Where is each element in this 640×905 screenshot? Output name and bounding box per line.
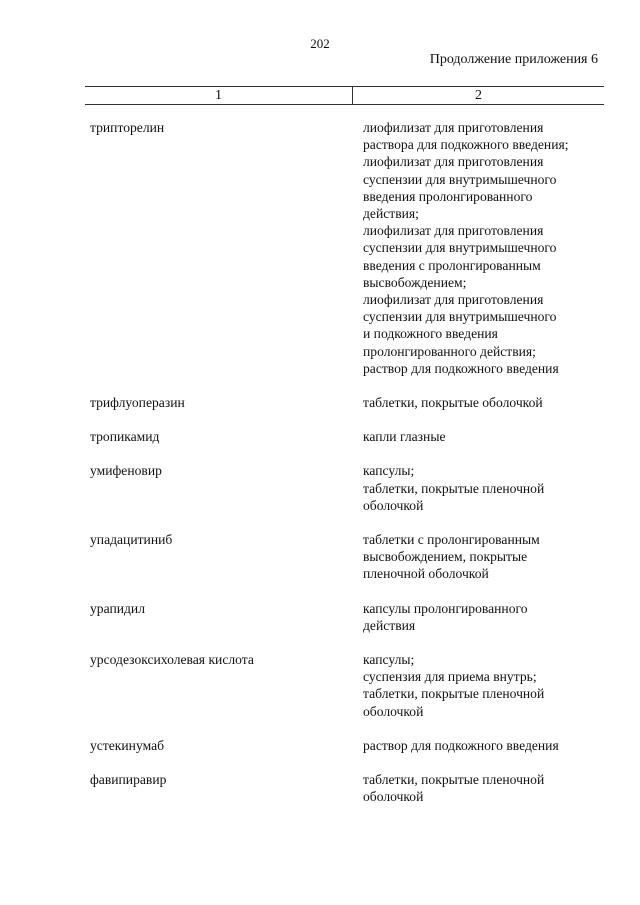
dosage-forms (363, 119, 603, 377)
dosage-forms (363, 651, 603, 720)
dosage-form-line: таблетки, покрытые пленочной (363, 772, 545, 788)
dosage-form-line: таблетки с пролонгированным (363, 532, 540, 548)
dosage-form-line: лиофилизат для приготовления (363, 120, 544, 135)
dosage-form-line: раствора для подкожного введения; (363, 137, 569, 153)
medication-table (90, 119, 610, 823)
table-row (90, 600, 610, 634)
dosage-form-line: оболочкой (363, 789, 424, 805)
dosage-forms (363, 531, 603, 583)
dosage-form-line: пролонгированного действия; (363, 343, 536, 359)
appendix-continuation-title: Продолжение приложения 6 (429, 52, 598, 67)
table-row (90, 462, 610, 514)
dosage-form-line: высвобождением; (363, 274, 467, 290)
table-row (90, 119, 610, 377)
dosage-form-line: таблетки, покрытые пленочной (363, 686, 545, 702)
dosage-forms (363, 428, 603, 445)
dosage-form-line: введения пролонгированного (363, 188, 533, 204)
drug-name: урапидил (90, 600, 145, 616)
dosage-form-line: таблетки, покрытые оболочкой (363, 395, 543, 411)
dosage-form-line: оболочкой (363, 497, 424, 513)
table-row (90, 428, 610, 445)
dosage-form-line: таблетки, покрытые пленочной (363, 480, 545, 496)
drug-name: упадацитиниб (90, 532, 173, 548)
dosage-form-line: и подкожного введения (363, 326, 498, 342)
drug-name: тропикамид (90, 429, 160, 445)
table-column-header (85, 86, 604, 105)
drug-name: трифлуоперазин (90, 395, 185, 411)
dosage-form-line: высвобождением, покрытые (363, 549, 528, 565)
dosage-forms (363, 737, 603, 754)
drug-name: фавипиравир (90, 772, 167, 788)
dosage-form-line: суспензии для внутримышечного (363, 171, 557, 187)
table-row (90, 651, 610, 720)
dosage-form-line: действия; (363, 206, 419, 222)
table-row (90, 771, 610, 805)
column-header-2: 2 (475, 88, 482, 103)
dosage-form-line: введения с пролонгированным (363, 257, 541, 273)
page-number: 202 (310, 36, 330, 51)
dosage-form-line: суспензии для внутримышечного (363, 240, 557, 256)
dosage-form-line: капли глазные (363, 429, 446, 445)
dosage-forms (363, 462, 603, 514)
dosage-form-line: лиофилизат для приготовления (363, 154, 544, 170)
dosage-form-line: капсулы; (363, 463, 415, 479)
dosage-form-line: оболочкой (363, 703, 424, 719)
dosage-forms (363, 771, 603, 805)
dosage-form-line: лиофилизат для приготовления (363, 223, 544, 239)
table-row (90, 737, 610, 754)
drug-name: трипторелин (90, 120, 165, 135)
table-row (90, 531, 610, 583)
dosage-form-line: действия (363, 617, 416, 633)
dosage-form-line: суспензия для приема внутрь; (363, 669, 537, 685)
column-header-1: 1 (85, 87, 353, 104)
table-row (90, 394, 610, 411)
dosage-forms (363, 394, 603, 411)
dosage-form-line: капсулы пролонгированного (363, 600, 528, 616)
dosage-form-line: раствор для подкожного введения (363, 360, 559, 376)
dosage-forms (363, 600, 603, 634)
dosage-form-line: пленочной оболочкой (363, 566, 489, 582)
dosage-form-line: суспензии для внутримышечного (363, 309, 557, 325)
dosage-form-line: лиофилизат для приготовления (363, 292, 544, 308)
drug-name: урсодезоксихолевая кислота (90, 652, 254, 668)
dosage-form-line: капсулы; (363, 652, 415, 668)
dosage-form-line: раствор для подкожного введения (363, 737, 559, 753)
drug-name: устекинумаб (90, 737, 165, 753)
drug-name: умифеновир (90, 463, 162, 479)
